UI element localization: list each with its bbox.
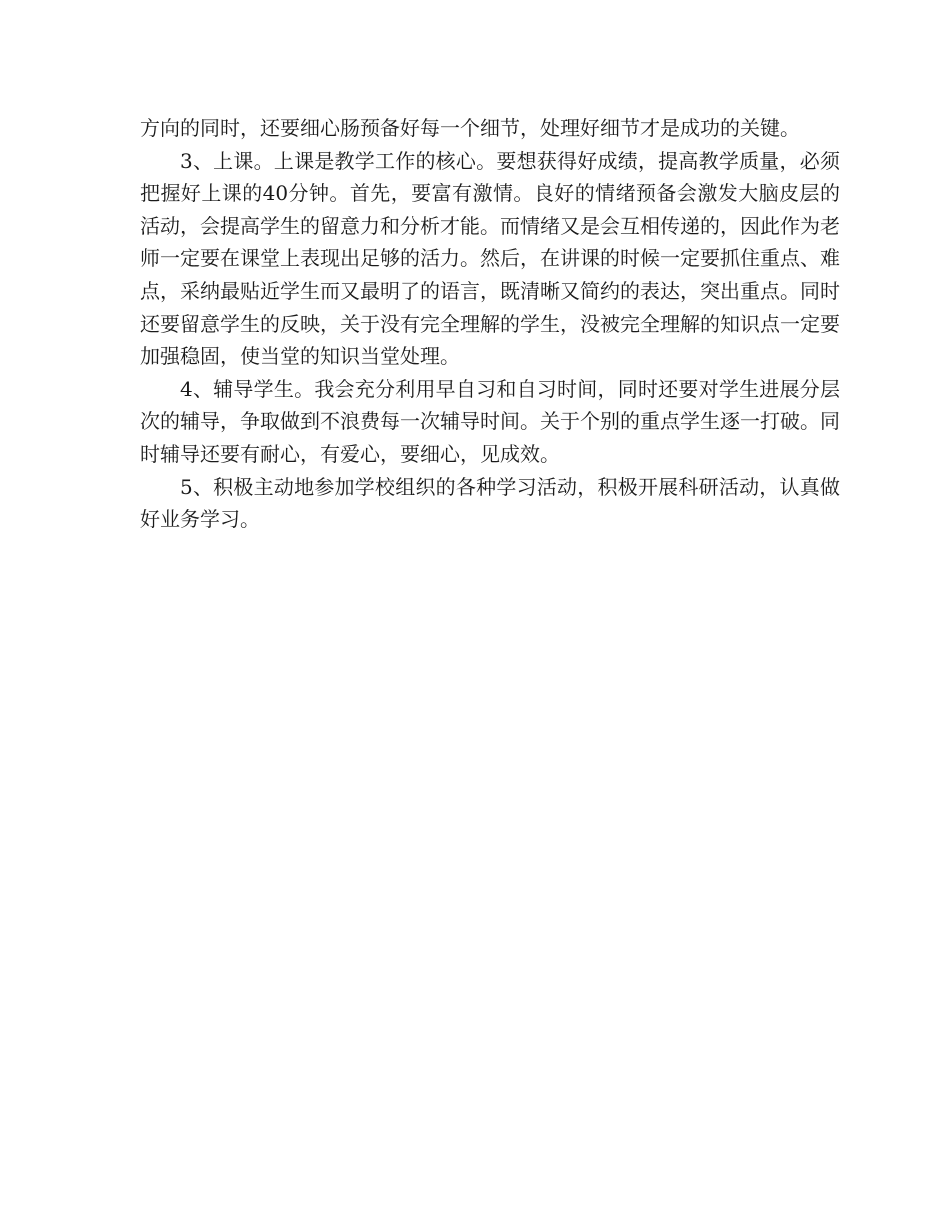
document-body xyxy=(140,112,840,536)
paragraph-item-5-activities: 5、积极主动地参加学校组织的各种学习活动，积极开展科研活动，认真做好业务学习。 xyxy=(140,474,840,532)
paragraph-item-3-class: 3、上课。上课是教学工作的核心。要想获得好成绩，提高教学质量，必须把握好上课的40分钟。首先，要富有激情。良好的情绪预备会激发大脑皮层的活动，会提高学生的留意力和分析才能。而情绪又是会互相传递的，因此作为老师一定要在课堂上表现出足够的活力。然后，在讲课的时候一定要抓住重点、难点，采纳最贴近学生而又最明了的语言，既清晰又简约的表达，突出重点。同时还要留意学生的反映，关于没有完全理解的学生，没被完全理解的知识点一定要加强稳固，使当堂的知识当堂处理。 xyxy=(140,148,840,369)
paragraph-continuation: 方向的同时，还要细心肠预备好每一个细节，处理好细节才是成功的关键。 xyxy=(140,116,800,140)
paragraph-item-4-tutoring: 4、辅导学生。我会充分利用早自习和自习时间，同时还要对学生进展分层次的辅导，争取做到不浪费每一次辅导时间。关于个别的重点学生逐一打破。同时辅导还要有耐心，有爱心，要细心，见成效。 xyxy=(140,376,840,466)
